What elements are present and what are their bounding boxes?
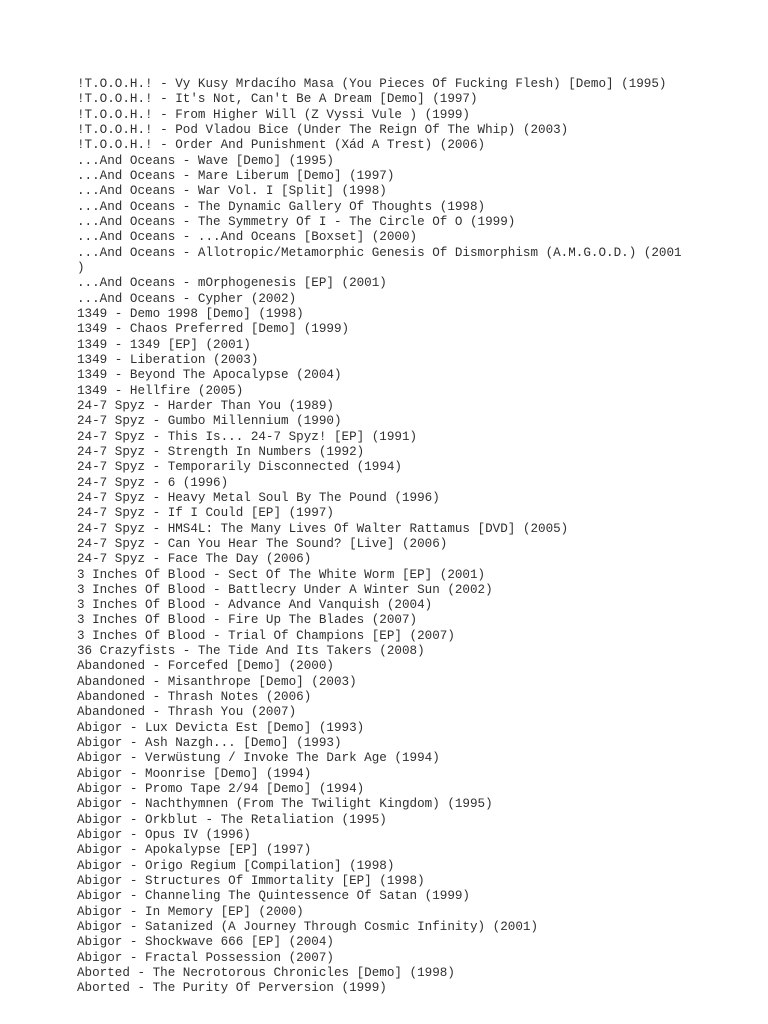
- list-item: 1349 - 1349 [EP] (2001): [77, 337, 251, 352]
- list-item: 24-7 Spyz - Strength In Numbers (1992): [77, 444, 365, 459]
- list-item: ...And Oceans - Allotropic/Metamorphic Genesis Of Dismorphism (A.M.G.O.D.) (2001: [77, 245, 682, 260]
- list-item: Abandoned - Forcefed [Demo] (2000): [77, 659, 334, 674]
- list-item: !T.O.O.H.! - It's Not, Can't Be A Dream [Demo] (1997): [77, 92, 478, 107]
- list-item: Abigor - Verwüstung / Invoke The Dark Age (1994): [77, 751, 440, 766]
- list-item: 24-7 Spyz - HMS4L: The Many Lives Of Walter Rattamus [DVD] (2005): [77, 521, 569, 536]
- list-item: !T.O.O.H.! - Vy Kusy Mrdacího Masa (You Pieces Of Fucking Flesh) [Demo] (1995): [77, 77, 667, 91]
- list-item: Abigor - Shockwave 666 [EP] (2004): [77, 935, 334, 950]
- list-item: ...And Oceans - Wave [Demo] (1995): [77, 153, 334, 168]
- list-item: ...And Oceans - Mare Liberum [Demo] (1997): [77, 168, 395, 183]
- list-item: 1349 - Hellfire (2005): [77, 383, 244, 398]
- list-item: Abandoned - Misanthrope [Demo] (2003): [77, 674, 357, 689]
- list-item: 1349 - Chaos Preferred [Demo] (1999): [77, 322, 350, 337]
- list-item: ...And Oceans - Cypher (2002): [77, 291, 297, 306]
- list-item: Abigor - Promo Tape 2/94 [Demo] (1994): [77, 782, 365, 797]
- list-item: 1349 - Beyond The Apocalypse (2004): [77, 368, 342, 383]
- list-item: Abandoned - Thrash You (2007): [77, 705, 297, 720]
- list-item: 1349 - Demo 1998 [Demo] (1998): [77, 306, 304, 321]
- list-item: 3 Inches Of Blood - Trial Of Champions [EP] (2007): [77, 628, 455, 643]
- list-item: Abigor - Nachthymnen (From The Twilight Kingdom) (1995): [77, 797, 493, 812]
- list-item: Abigor - Channeling The Quintessence Of Satan (1999): [77, 889, 470, 904]
- list-item: 24-7 Spyz - Harder Than You (1989): [77, 398, 334, 413]
- list-item: Aborted - The Necrotorous Chronicles [Demo] (1998): [77, 966, 455, 981]
- document-page: [77, 77, 757, 997]
- list-item: ...And Oceans - mOrphogenesis [EP] (2001): [77, 276, 387, 291]
- list-item: Abigor - Orkblut - The Retaliation (1995): [77, 812, 387, 827]
- list-item: Abigor - Structures Of Immortality [EP] (1998): [77, 874, 425, 889]
- list-item: ...And Oceans - ...And Oceans [Boxset] (2000): [77, 230, 418, 245]
- list-item: 24-7 Spyz - Can You Hear The Sound? [Live] (2006): [77, 536, 448, 551]
- list-item: 1349 - Liberation (2003): [77, 352, 259, 367]
- list-item: 24-7 Spyz - 6 (1996): [77, 475, 229, 490]
- list-item: 24-7 Spyz - If I Could [EP] (1997): [77, 506, 334, 521]
- list-item: !T.O.O.H.! - Order And Punishment (Xád A Trest) (2006): [77, 138, 486, 153]
- list-item: Abigor - Moonrise [Demo] (1994): [77, 766, 312, 781]
- list-item: 36 Crazyfists - The Tide And Its Takers (2008): [77, 644, 425, 659]
- list-item: 3 Inches Of Blood - Battlecry Under A Winter Sun (2002): [77, 582, 493, 597]
- list-item: Abigor - Fractal Possession (2007): [77, 950, 334, 965]
- list-item: 24-7 Spyz - Gumbo Millennium (1990): [77, 414, 342, 429]
- list-item: !T.O.O.H.! - Pod Vladou Bice (Under The Reign Of The Whip) (2003): [77, 122, 569, 137]
- list-item-wrap: ): [77, 260, 85, 275]
- list-item: 24-7 Spyz - Heavy Metal Soul By The Pound (1996): [77, 490, 440, 505]
- list-item: 3 Inches Of Blood - Fire Up The Blades (2007): [77, 613, 418, 628]
- list-item: Abandoned - Thrash Notes (2006): [77, 690, 312, 705]
- list-item: Abigor - Lux Devicta Est [Demo] (1993): [77, 720, 365, 735]
- list-item: 3 Inches Of Blood - Advance And Vanquish (2004): [77, 598, 433, 613]
- list-item: Abigor - Apokalypse [EP] (1997): [77, 843, 312, 858]
- list-item: !T.O.O.H.! - From Higher Will (Z Vyssi Vule ) (1999): [77, 107, 470, 122]
- list-item: Aborted - The Purity Of Perversion (1999): [77, 981, 387, 996]
- list-item: ...And Oceans - The Dynamic Gallery Of Thoughts (1998): [77, 199, 486, 214]
- list-item: Abigor - Satanized (A Journey Through Cosmic Infinity) (2001): [77, 920, 539, 935]
- list-item: Abigor - Origo Regium [Compilation] (1998): [77, 858, 395, 873]
- list-item: ...And Oceans - War Vol. I [Split] (1998): [77, 184, 387, 199]
- list-item: 24-7 Spyz - Temporarily Disconnected (1994): [77, 460, 402, 475]
- list-item: 3 Inches Of Blood - Sect Of The White Worm [EP] (2001): [77, 567, 486, 582]
- list-item: 24-7 Spyz - Face The Day (2006): [77, 552, 312, 567]
- list-item: ...And Oceans - The Symmetry Of I - The Circle Of O (1999): [77, 214, 516, 229]
- list-item: Abigor - Opus IV (1996): [77, 828, 251, 843]
- list-item: 24-7 Spyz - This Is... 24-7 Spyz! [EP] (1991): [77, 429, 418, 444]
- list-item: Abigor - In Memory [EP] (2000): [77, 904, 304, 919]
- list-item: Abigor - Ash Nazgh... [Demo] (1993): [77, 736, 342, 751]
